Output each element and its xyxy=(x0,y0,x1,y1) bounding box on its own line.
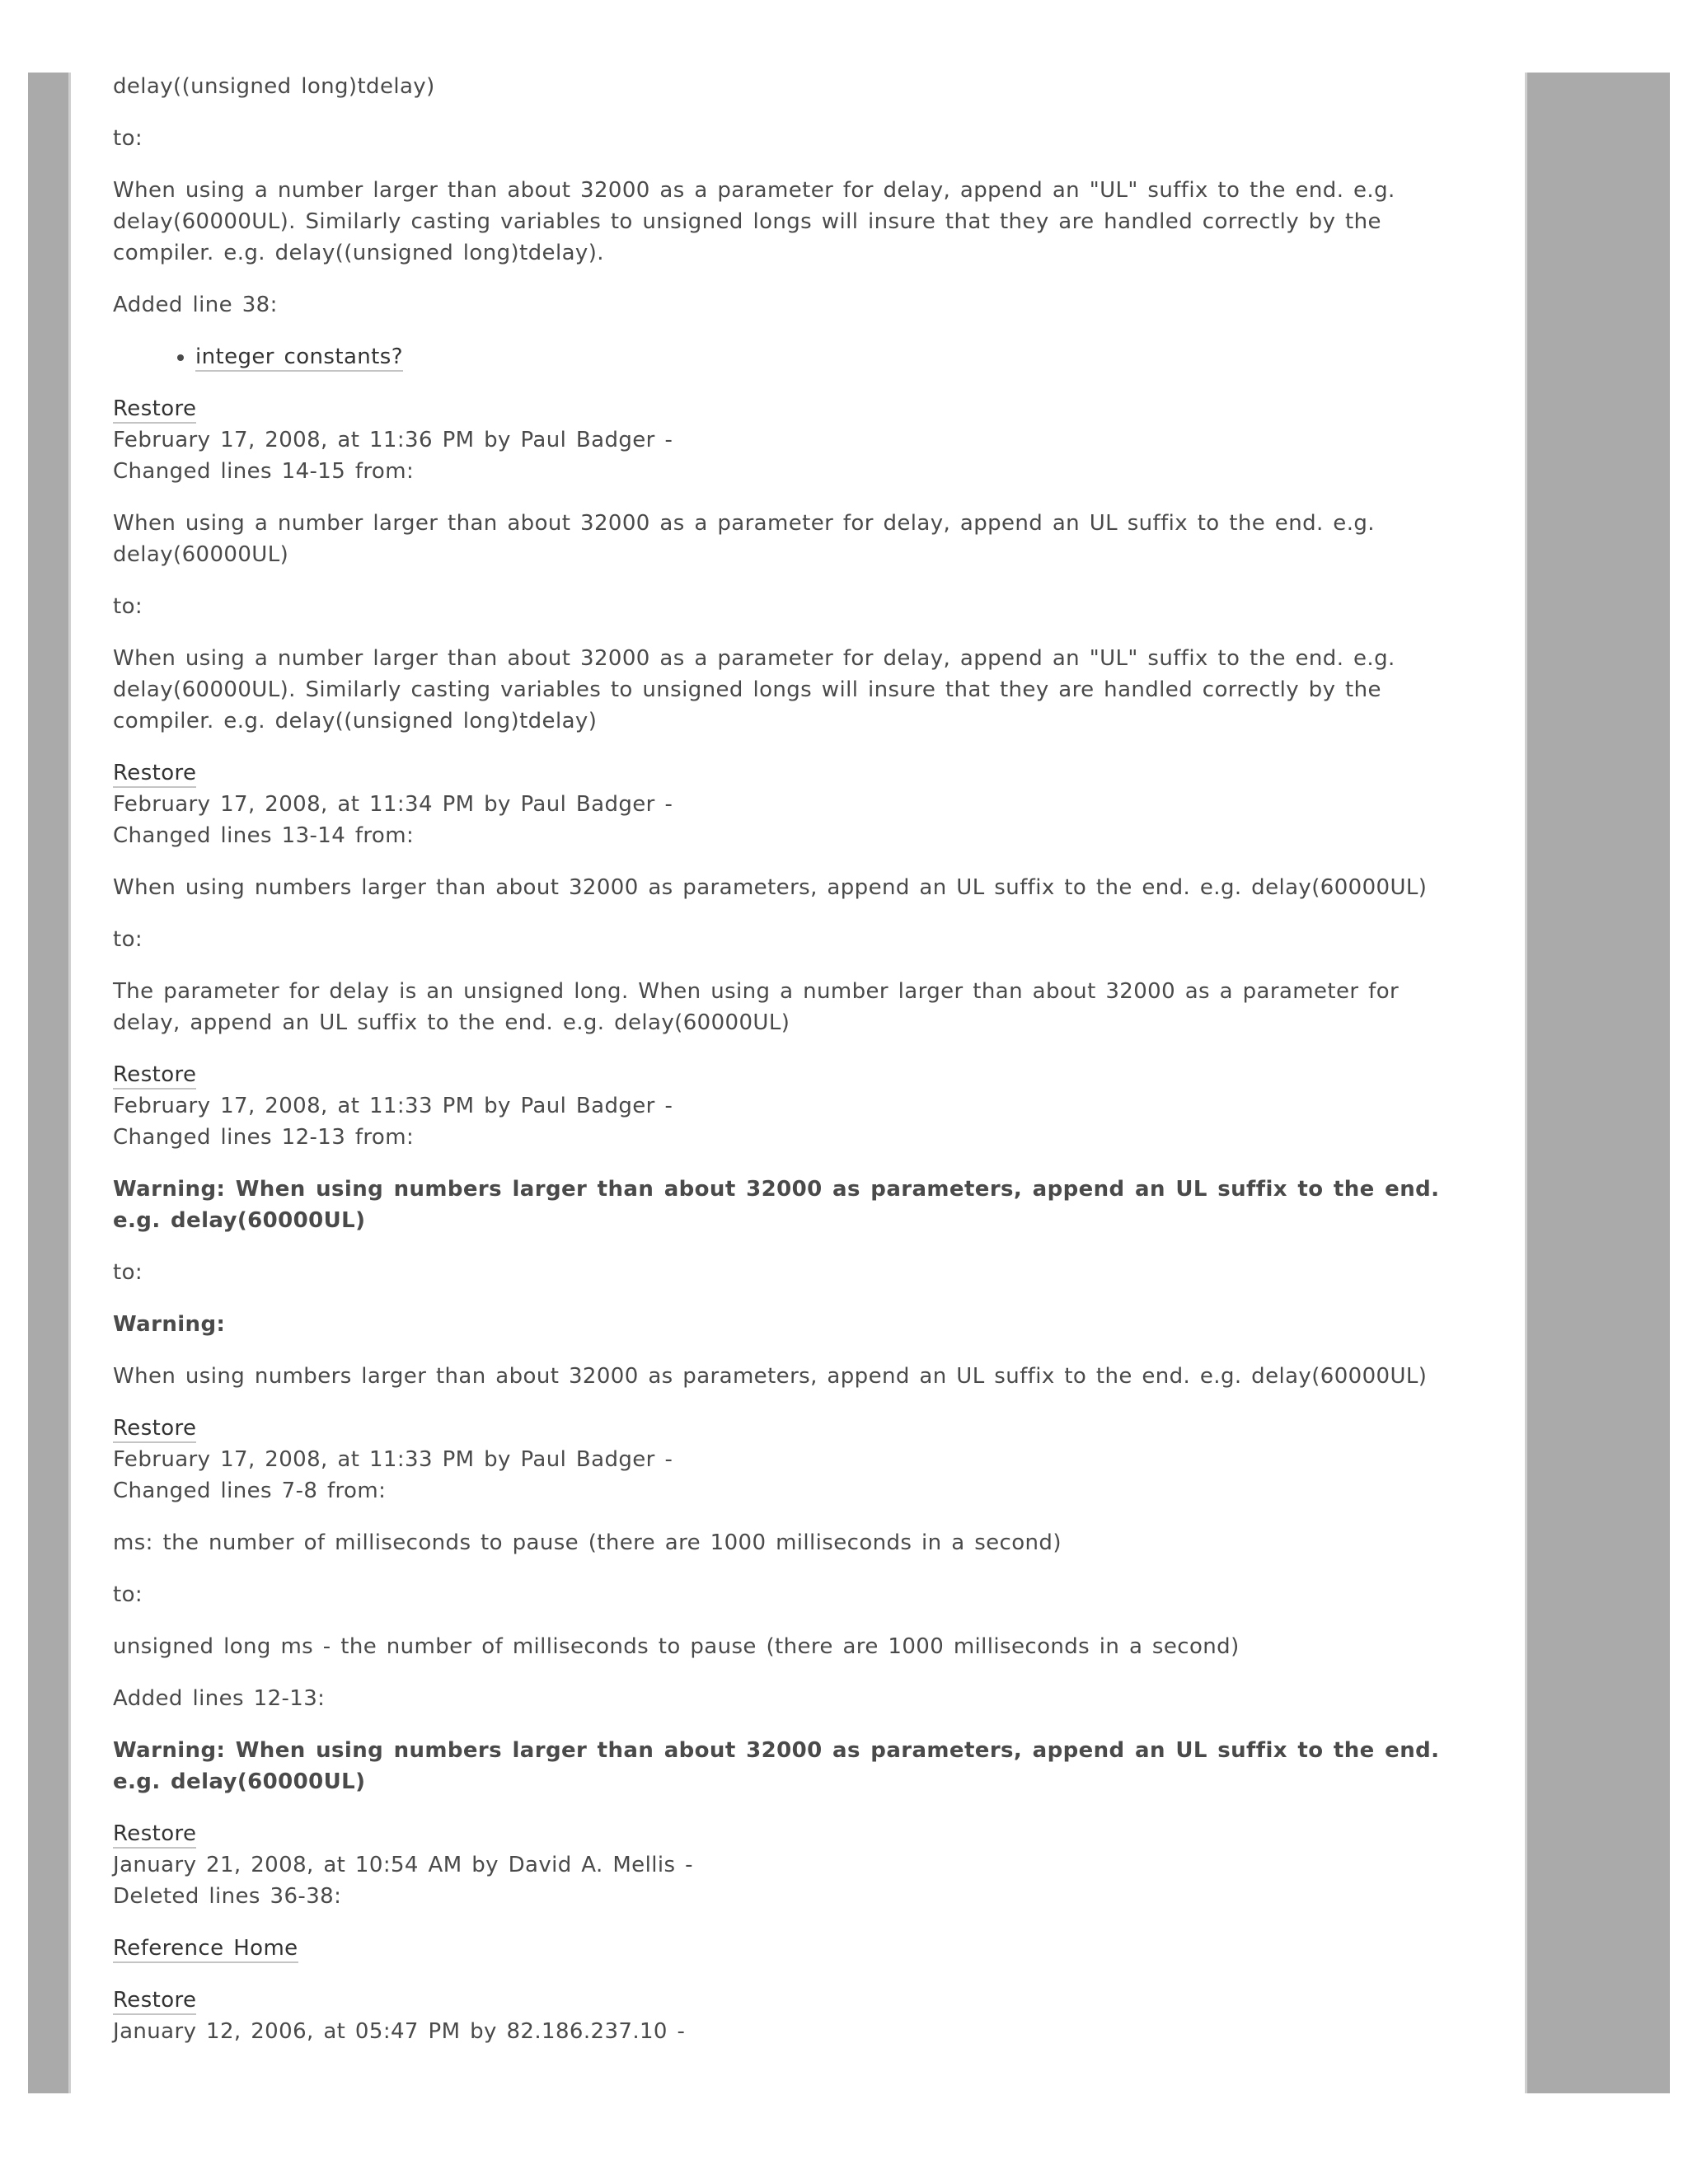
diff-paragraph: Added line 38: xyxy=(113,293,278,317)
revision-change-summary: Changed lines 12-13 from: xyxy=(113,1125,415,1150)
diff-paragraph: ms: the number of milliseconds to pause (there are 1000 milliseconds in a second) xyxy=(113,1530,1062,1555)
revision-change-summary: Changed lines 7-8 from: xyxy=(113,1479,387,1503)
warning-paragraph: Warning: xyxy=(113,1312,226,1337)
revision-entry xyxy=(113,1413,1473,1507)
revision-entry xyxy=(113,393,1473,487)
restore-link[interactable]: Restore xyxy=(113,1416,196,1443)
revision-change-summary: Deleted lines 36-38: xyxy=(113,1884,342,1909)
left-sidebar-bar xyxy=(28,73,71,2093)
revision-entry xyxy=(113,1818,1473,1912)
revision-entry xyxy=(113,757,1473,851)
diff-paragraph: When using numbers larger than about 32000 as parameters, append an UL suffix to the end. e.g. delay(60000UL) xyxy=(113,1364,1428,1389)
revision-change-summary: Changed lines 13-14 from: xyxy=(113,823,415,848)
list-item xyxy=(195,341,1473,373)
revision-meta: January 21, 2008, at 10:54 AM by David A. Mellis - xyxy=(113,1853,693,1877)
restore-line xyxy=(113,1413,1473,1444)
warning-paragraph: Warning: When using numbers larger than about 32000 as parameters, append an UL suffix to the end. e.g. delay(60000UL) xyxy=(113,1738,1440,1794)
diff-paragraph: unsigned long ms - the number of milliseconds to pause (there are 1000 milliseconds in a second) xyxy=(113,1634,1240,1659)
restore-line xyxy=(113,757,1473,789)
diff-paragraph: delay((unsigned long)tdelay) xyxy=(113,74,435,99)
diff-paragraph: to: xyxy=(113,1260,143,1285)
warning-paragraph: Warning: When using numbers larger than about 32000 as parameters, append an UL suffix to the end. e.g. delay(60000UL) xyxy=(113,1177,1440,1233)
restore-line xyxy=(113,1985,1473,2016)
diff-paragraph: When using a number larger than about 32000 as a parameter for delay, append an UL suffix to the end. e.g. delay(60000UL) xyxy=(113,511,1375,567)
diff-paragraph: When using a number larger than about 32000 as a parameter for delay, append an "UL" suffix to the end. e.g. delay(60000UL). Similarly casting variables to unsigned longs will insure that they are handled correctly by the compiler. e.g. delay((unsigned long)tdelay). xyxy=(113,178,1395,265)
diff-paragraph: The parameter for delay is an unsigned long. When using a number larger than about 32000 as a parameter for delay, append an UL suffix to the end. e.g. delay(60000UL) xyxy=(113,979,1400,1035)
diff-paragraph: When using numbers larger than about 32000 as parameters, append an UL suffix to the end. e.g. delay(60000UL) xyxy=(113,875,1428,900)
diff-paragraph: to: xyxy=(113,126,143,151)
restore-link[interactable]: Restore xyxy=(113,1062,196,1090)
reference-home-link[interactable]: Reference Home xyxy=(113,1936,298,1963)
revision-entry xyxy=(113,1985,1473,2047)
revision-meta: February 17, 2008, at 11:34 PM by Paul Badger - xyxy=(113,792,673,817)
revision-meta: January 12, 2006, at 05:47 PM by 82.186.237.10 - xyxy=(113,2019,686,2044)
integer-constants-link[interactable]: integer constants? xyxy=(195,344,403,372)
diff-paragraph: When using a number larger than about 32000 as a parameter for delay, append an "UL" suffix to the end. e.g. delay(60000UL). Similarly casting variables to unsigned longs will insure that they are handled correctly by the compiler. e.g. delay((unsigned long)tdelay) xyxy=(113,646,1395,733)
revision-meta: February 17, 2008, at 11:36 PM by Paul Badger - xyxy=(113,428,673,452)
diff-paragraph: to: xyxy=(113,594,143,619)
restore-line xyxy=(113,1059,1473,1090)
restore-link[interactable]: Restore xyxy=(113,761,196,788)
restore-link[interactable]: Restore xyxy=(113,1988,196,2015)
restore-line xyxy=(113,1818,1473,1849)
page-history-content xyxy=(113,71,1473,2068)
diff-paragraph: to: xyxy=(113,1582,143,1607)
diff-paragraph: to: xyxy=(113,927,143,952)
restore-link[interactable]: Restore xyxy=(113,1821,196,1849)
revision-change-summary: Changed lines 14-15 from: xyxy=(113,459,415,484)
revision-meta: February 17, 2008, at 11:33 PM by Paul Badger - xyxy=(113,1094,673,1118)
right-sidebar-bar xyxy=(1525,73,1670,2093)
revision-entry xyxy=(113,1059,1473,1153)
restore-line xyxy=(113,393,1473,424)
revision-meta: February 17, 2008, at 11:33 PM by Paul Badger - xyxy=(113,1447,673,1472)
diff-paragraph: Added lines 12-13: xyxy=(113,1686,326,1711)
link-paragraph xyxy=(113,1933,1473,1964)
added-list xyxy=(113,341,1473,373)
restore-link[interactable]: Restore xyxy=(113,396,196,424)
